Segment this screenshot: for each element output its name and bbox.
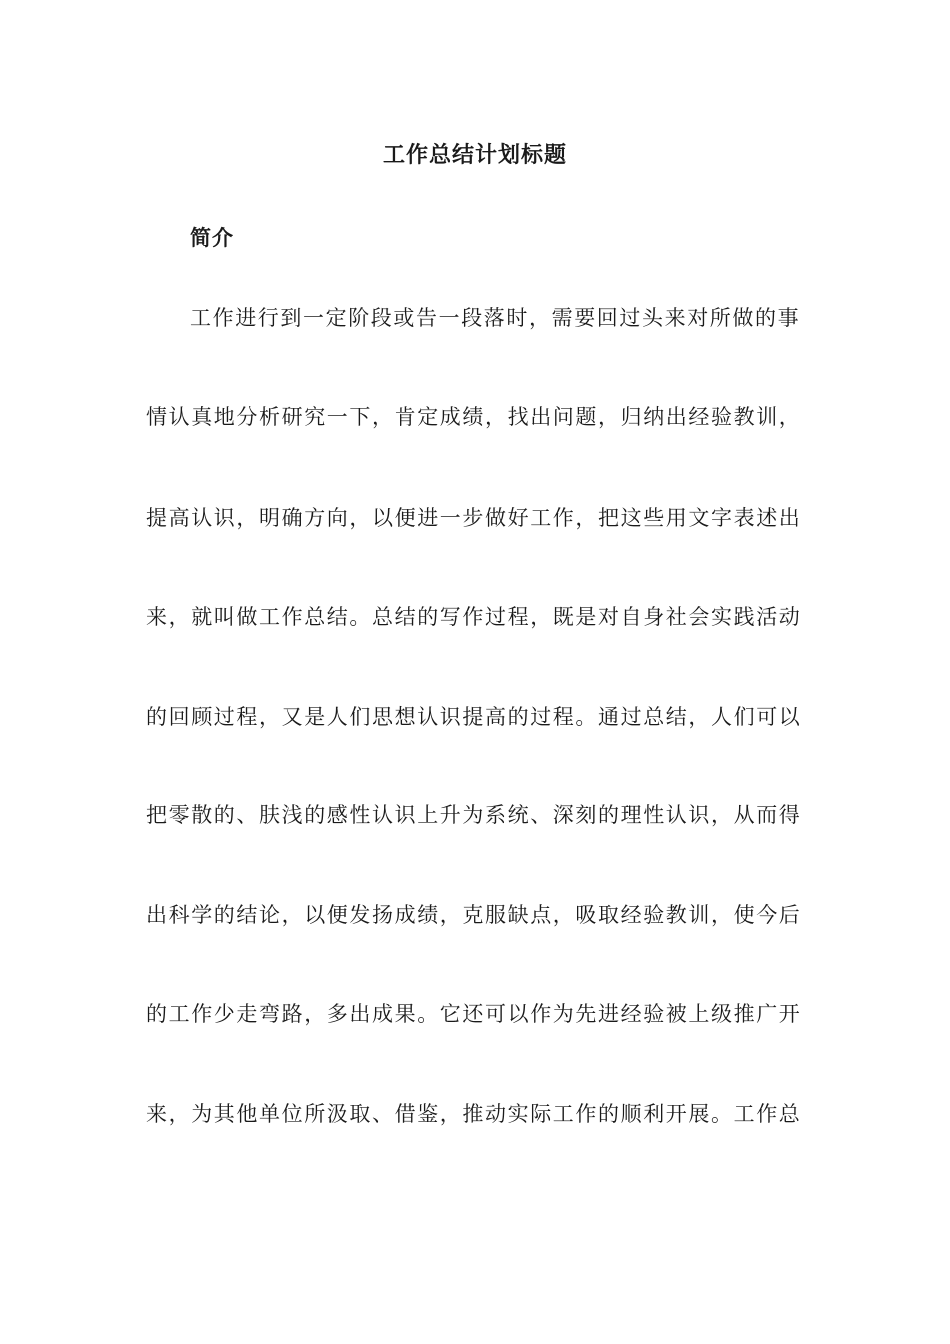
- paragraph-line: 工作进行到一定阶段或告一段落时，需要回过头来对所做的事: [190, 306, 801, 330]
- paragraph-line: 来，为其他单位所汲取、借鉴，推动实际工作的顺利开展。工作总: [146, 1102, 802, 1126]
- paragraph-line: 的回顾过程，又是人们思想认识提高的过程。通过总结，人们可以: [146, 705, 802, 729]
- paragraph-line: 把零散的、肤浅的感性认识上升为系统、深刻的理性认识，从而得: [146, 803, 802, 827]
- paragraph-line: 来，就叫做工作总结。总结的写作过程，既是对自身社会实践活动: [146, 605, 802, 629]
- section-heading: 简介: [190, 225, 234, 250]
- paragraph-line: 提高认识，明确方向，以便进一步做好工作，把这些用文字表述出: [146, 506, 802, 530]
- paragraph-line: 情认真地分析研究一下，肯定成绩，找出问题，归纳出经验教训，: [146, 405, 802, 429]
- paragraph-line: 出科学的结论，以便发扬成绩，克服缺点，吸取经验教训，使今后: [146, 903, 802, 927]
- document-title: 工作总结计划标题: [382, 142, 567, 168]
- paragraph-line: 的工作少走弯路，多出成果。它还可以作为先进经验被上级推广开: [146, 1002, 802, 1026]
